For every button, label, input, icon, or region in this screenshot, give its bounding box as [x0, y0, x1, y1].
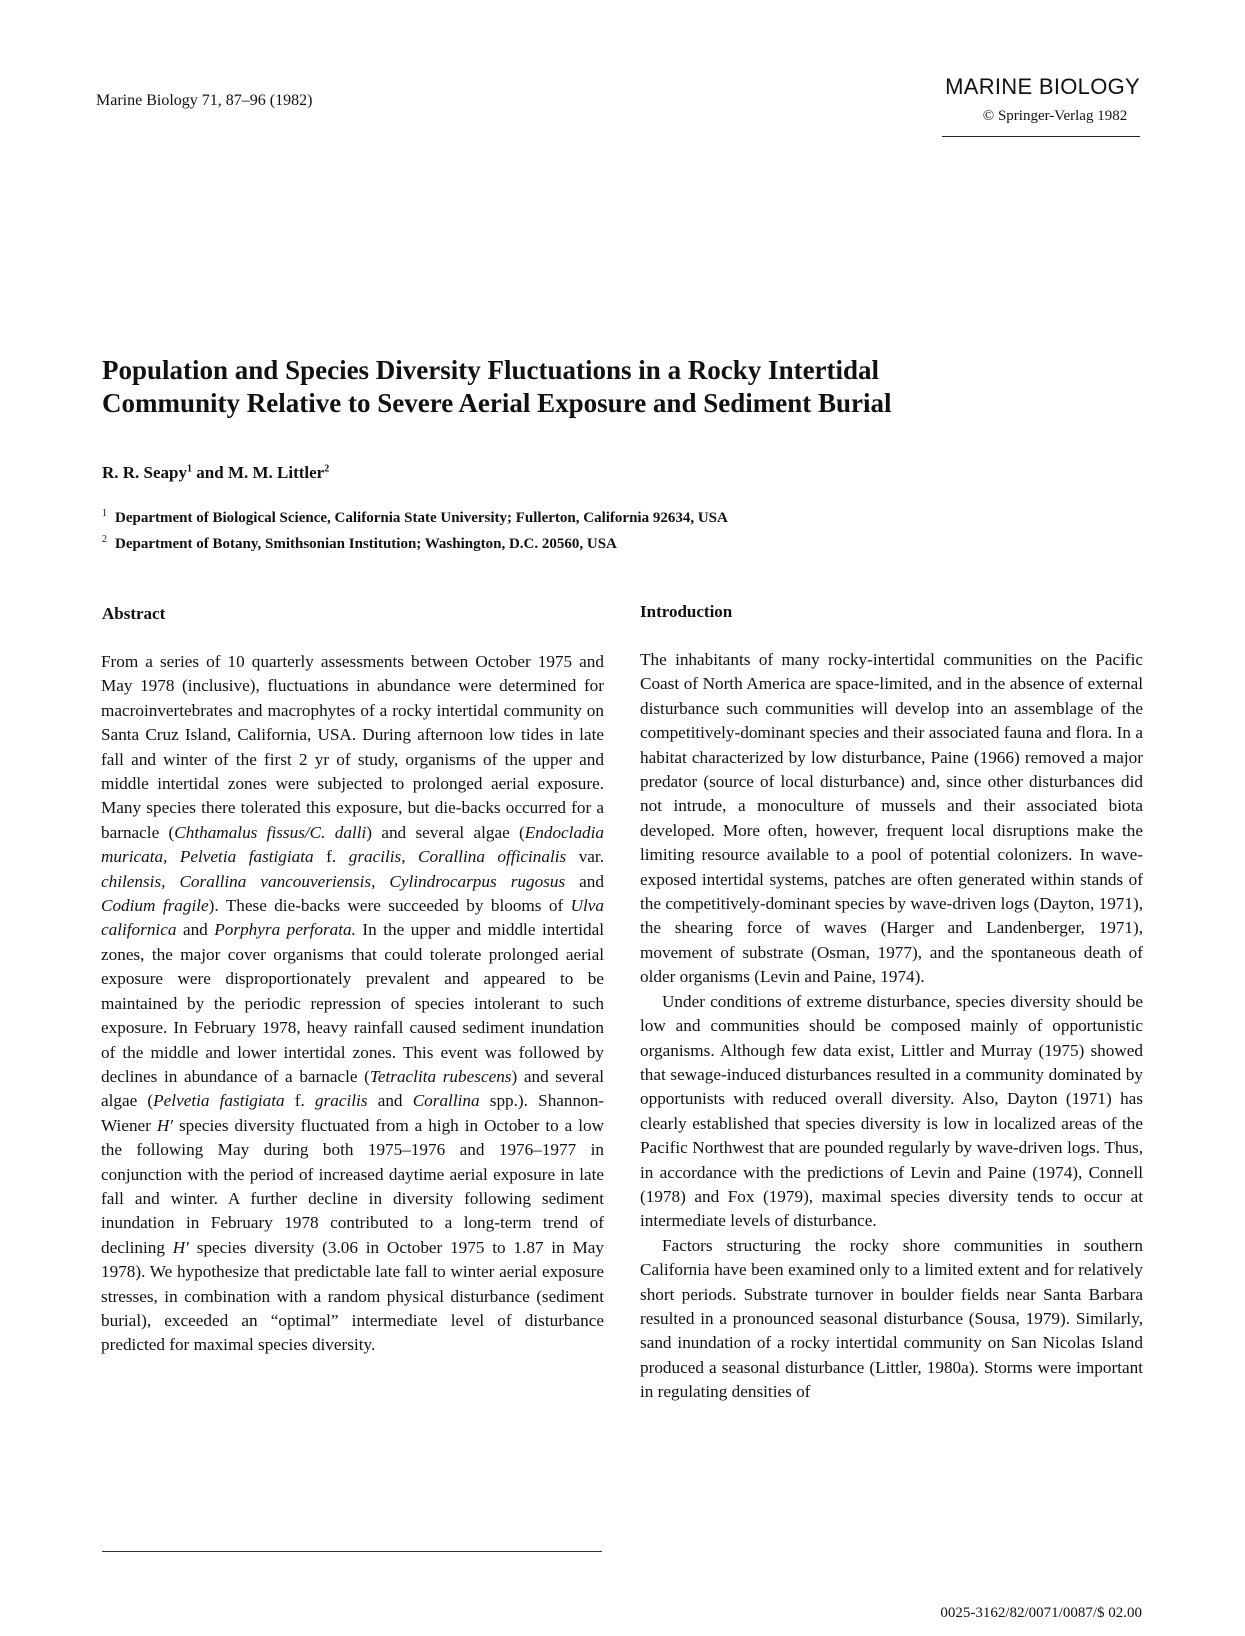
species-name: gracilis, Corallina officinalis — [348, 847, 567, 867]
diversity-symbol: H′ — [172, 1237, 189, 1257]
paragraph: Factors structuring the rocky shore communities in southern California have been examined only to a limited extent and for relatively short periods. Substrate turnover in boulder fields near Santa Barbara resulted in a pronounced seasonal disturbance (Sousa, 1979). Similarly, sand inundation of a rocky intertidal community on San Nicolas Island produced a seasonal disturbance (Littler, 1980a). Storms were important in regulating densities of — [640, 1235, 1143, 1402]
introduction-body — [640, 648, 1143, 1405]
species-name: Corallina — [412, 1091, 480, 1111]
species-name: Chthamalus fissus/C. dalli — [174, 822, 367, 842]
author-name: R. R. Seapy — [102, 463, 188, 482]
journal-name: MARINE BIOLOGY — [945, 74, 1140, 99]
species-name: Tetraclita rubescens — [369, 1066, 512, 1086]
species-name: Porphyra perforata. — [214, 920, 356, 940]
species-name: gracilis — [315, 1091, 368, 1111]
affiliation-text: Department of Biological Science, California State University; Fullerton, California 92634, USA — [115, 510, 728, 526]
author-list — [102, 463, 329, 483]
footnote-rule — [102, 1551, 602, 1552]
masthead-rule — [942, 136, 1140, 137]
species-name: Ulva californica — [101, 896, 605, 940]
abstract-body: From a series of 10 quarterly assessments between October 1975 and May 1978 (inclusive), fluctuations in abundance were determined for macroinvertebrates and macrophytes of a rocky intertidal community on Santa Cruz Island, California, USA. During afternoon low tides in late fall and winter of the first 2 yr of study, organisms of the upper and middle intertidal zones were subjected to prolonged aerial exposure. Many species there tolerated this exposure, but die-backs occurred for a barnacle (Chthamalus fissus/C. dalli) and several algae (Endocladia muricata, Pelvetia fastigiata f. gracilis, Corallina officinalis var. chilensis, Corallina vancouveriensis, Cylindrocarpus rugosus and Codium fragile). These die-backs were succeeded by blooms of Ulva californica and Porphyra perforata. In the upper and middle intertidal zones, the major cover organisms that could tolerate prolonged aerial exposure were disproportionately prevalent and appeared to be maintained by the periodic repression of species intolerant to such exposure. In February 1978, heavy rainfall caused sediment inundation of the middle and lower intertidal zones. This event was followed by declines in abundance of a barnacle (Tetraclita rubescens) and several algae (Pelvetia fastigiata f. gracilis and Corallina spp.). Shannon-Wiener H′ species diversity fluctuated from a high in October to a low the following May during both 1975–1976 and 1976–1977 in conjunction with the period of increased daytime aerial exposure in late fall and winter. A further decline in diversity following sediment inundation in February 1978 contributed to a long-term trend of declining H′ species diversity (3.06 in October 1975 to 1.87 in May 1978). We hypothesize that predictable late fall to winter aerial exposure stresses, in combination with a random physical disturbance (sediment burial), exceeded an “optimal” intermediate level of disturbance predicted for maximal species diversity. — [101, 652, 605, 1355]
paragraph: Under conditions of extreme disturbance, species diversity should be low and communities should be composed mainly of opportunistic organisms. Although few data exist, Littler and Murray (1975) showed that sewage-induced disturbances resulted in a community dominated by opportunists with reduced overall diversity. Also, Dayton (1971) has clearly established that species diversity is low in localized areas of the Pacific Northwest that are pounded regularly by wave-driven logs. Thus, in accordance with the predictions of Levin and Paine (1974), Connell (1978) and Fox (1979), maximal species diversity tends to occur at intermediate levels of disturbance. — [640, 991, 1143, 1231]
paper-title — [102, 354, 1102, 420]
journal-masthead — [940, 74, 1140, 125]
affiliation-number: 2 — [102, 534, 107, 545]
title-line-2: Community Relative to Severe Aerial Exposure and Sediment Burial — [102, 388, 892, 418]
author-conjunction: and — [192, 463, 228, 482]
copyright-notice: © Springer-Verlag 1982 — [982, 108, 1128, 124]
introduction-heading: Introduction — [640, 602, 733, 621]
title-line-1: Population and Species Diversity Fluctuations in a Rocky Intertidal — [102, 355, 880, 385]
author-affiliation-marker: 2 — [324, 463, 330, 475]
journal-reference: Marine Biology 71, 87–96 (1982) — [96, 92, 313, 109]
affiliation-text: Department of Botany, Smithsonian Institution; Washington, D.C. 20560, USA — [115, 536, 617, 552]
species-name: Endocladia muricata, Pelvetia fastigiata — [101, 822, 605, 867]
species-name: Codium fragile — [101, 896, 209, 916]
paragraph: The inhabitants of many rocky-intertidal communities on the Pacific Coast of North America are space-limited, and in the absence of external disturbance such communities will develop into an assemblage of the competitively-dominant species and their associated fauna and flora. In a habitat characterized by low disturbance, Paine (1966) removed a major predator (source of local disturbance) and, since other disturbances did not intrude, a monoculture of mussels and their associated biota developed. More often, however, frequent local disruptions make the limiting resource available to a pool of potential colonizers. In wave-exposed intertidal systems, patches are often generated within stands of the competitively-dominant species by wave-driven logs (Dayton, 1971), the shearing force of waves (Harger and Landenberger, 1971), movement of substrate (Osman, 1977), and the spontaneous death of older organisms (Levin and Paine, 1974). — [640, 650, 1143, 987]
species-name: Pelvetia fastigiata — [153, 1091, 285, 1111]
abstract-heading: Abstract — [102, 604, 166, 623]
author-affiliation-marker: 1 — [187, 463, 193, 475]
affiliation — [102, 508, 728, 527]
affiliation-number: 1 — [102, 508, 107, 519]
species-name: chilensis, Corallina vancouveriensis, Cylindrocarpus rugosus — [101, 871, 566, 891]
affiliation — [102, 534, 617, 553]
author-name: M. M. Littler — [227, 463, 325, 482]
issn-code: 0025-3162/82/0071/0087/$ 02.00 — [940, 1605, 1142, 1621]
diversity-symbol: H′ — [156, 1115, 174, 1135]
